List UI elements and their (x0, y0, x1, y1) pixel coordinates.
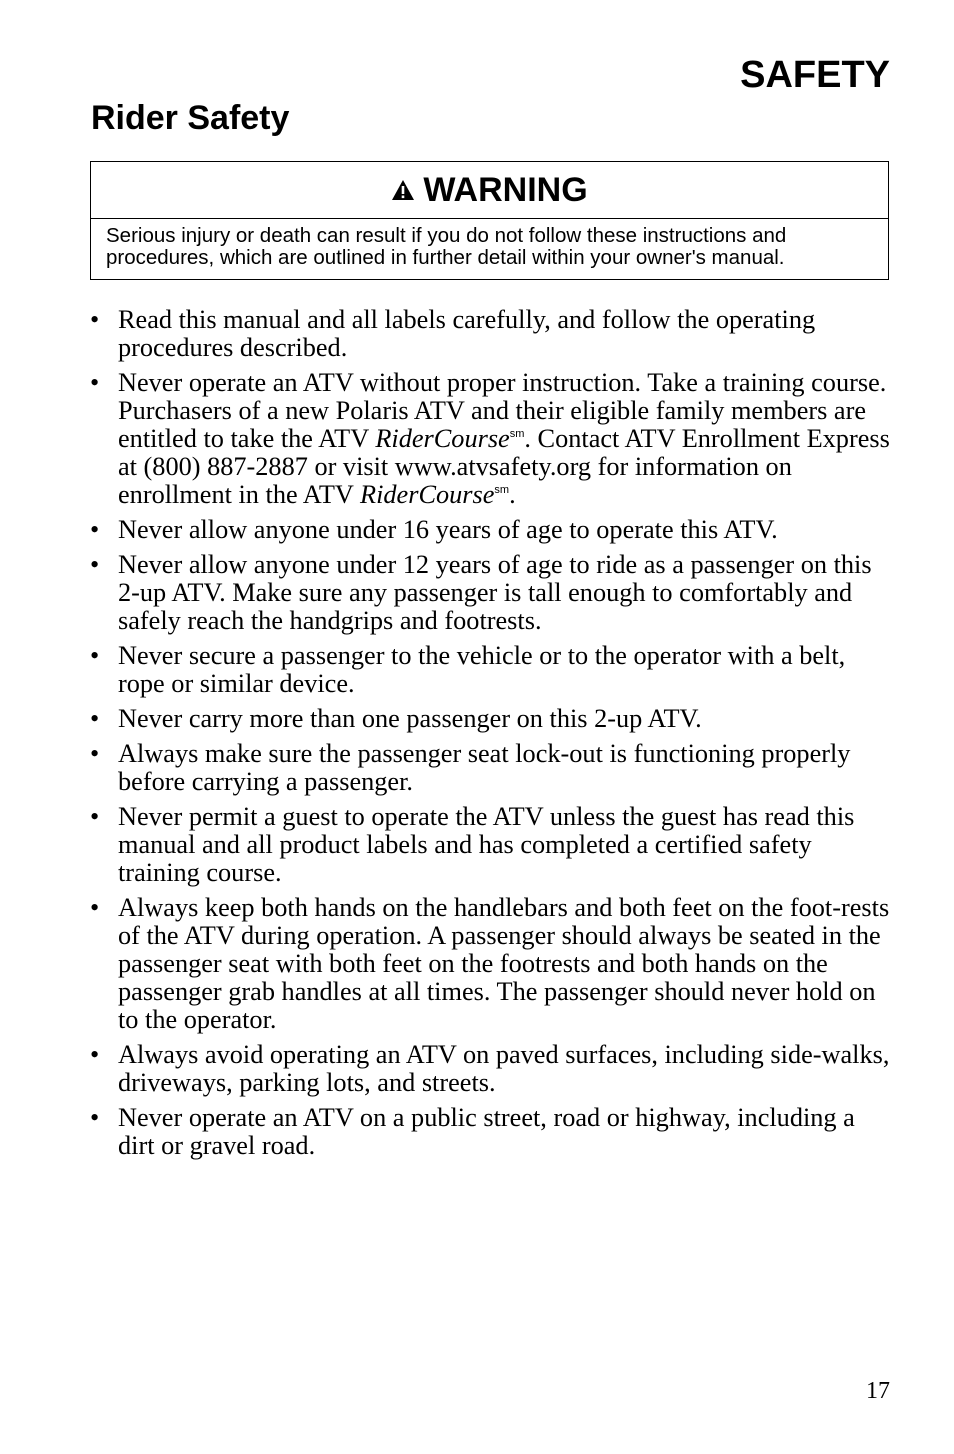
section-heading: SAFETY (740, 54, 890, 96)
list-item: • Never permit a guest to operate the ATV unless the guest has read this manual and all product labels and has completed a certified safety training course. (90, 802, 855, 887)
list-item: • Always make sure the passenger seat lock-out is functioning properly before carrying a passenger. (90, 739, 851, 796)
warning-header (91, 162, 888, 219)
list-item: • Never carry more than one passenger on this 2-up ATV. (90, 704, 702, 733)
page-number: 17 (866, 1378, 890, 1404)
page-title: Rider Safety (91, 99, 290, 137)
warning-heading: WARNING (423, 170, 588, 209)
list-item: • Never secure a passenger to the vehicle or to the operator with a belt, rope or similar device. (90, 641, 846, 698)
safety-list (90, 306, 890, 1167)
warning-box (90, 161, 889, 280)
list-item: • Read this manual and all labels carefully, and follow the operating procedures described. (90, 305, 816, 362)
list-item: • Never operate an ATV without proper instruction. Take a training course. Purchasers of a new Polaris ATV and their eligible family members are entitled to take the ATV RiderCourse$^{sm}$. Contact ATV Enrollment Express at (800) 887-2887 or visit www.atvsafety.org for information on enrollment in the ATV RiderCourse$^{sm}$. (90, 368, 890, 509)
list-item: • Always avoid operating an ATV on paved surfaces, including side-walks, driveways, parking lots, and streets. (90, 1040, 890, 1097)
list-item: • Never operate an ATV on a public street, road or highway, including a dirt or gravel road. (90, 1103, 855, 1160)
warning-text: Serious injury or death can result if you do not follow these instructions and procedures, which are outlined in further detail within your owner's manual. (106, 224, 787, 269)
list-item: • Never allow anyone under 12 years of age to ride as a passenger on this 2-up ATV. Make sure any passenger is tall enough to comfortably and safely reach the handgrips and footrests. (90, 550, 872, 635)
warning-triangle-icon (391, 179, 415, 201)
ridercourse-term: RiderCourse (375, 424, 510, 453)
list-item: • Always keep both hands on the handlebars and both feet on the foot-rests of the ATV during operation. A passenger should always be seated in the passenger seat with both feet on the footrests and both hands on the passenger grab handles at all times. The passenger should never hold on to the operator. (90, 893, 890, 1034)
ridercourse-term: RiderCourse (360, 480, 495, 509)
list-item: • Never allow anyone under 16 years of age to operate this ATV. (90, 515, 778, 544)
